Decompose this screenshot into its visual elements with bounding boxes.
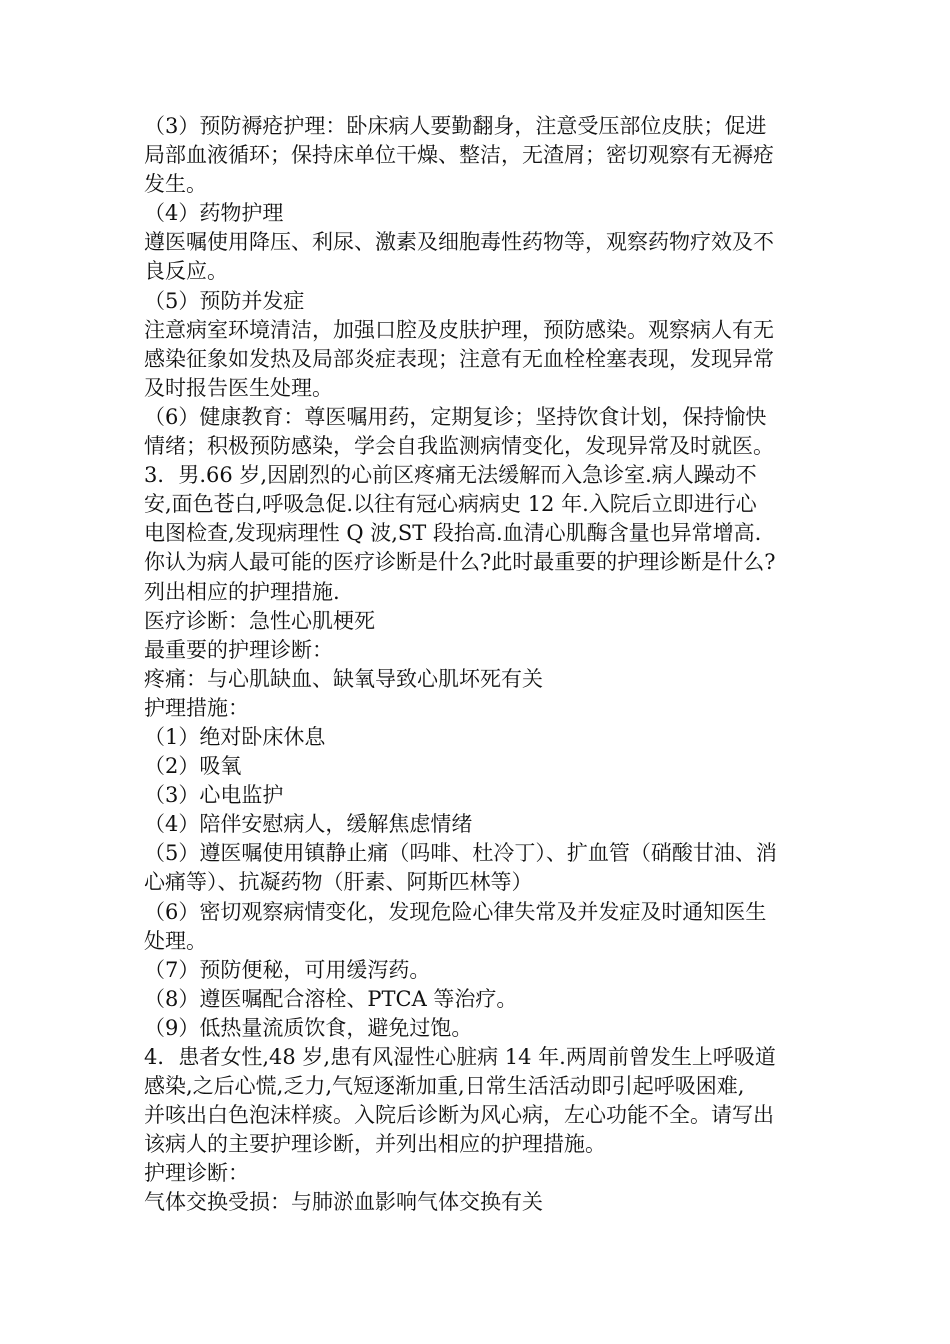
text-line: （1）绝对卧床休息 (144, 724, 326, 749)
text-line: 感染,之后心慌,乏力,气短逐渐加重,日常生活活动即引起呼吸困难, (144, 1074, 745, 1099)
text-line: 及时报告医生处理。 (144, 375, 333, 400)
text-line: 你认为病人最可能的医疗诊断是什么?此时最重要的护理诊断是什么? (144, 550, 776, 575)
text-line: 局部血液循环；保持床单位干燥、整洁，无渣屑；密切观察有无褥疮 (144, 143, 774, 168)
text-line: 良反应。 (144, 259, 228, 284)
text-line: 安,面色苍白,呼吸急促.以往有冠心病病史 12 年.入院后立即进行心 (144, 492, 757, 517)
text-line: 最重要的护理诊断： (144, 637, 333, 662)
text-line: 3．男.66 岁,因剧烈的心前区疼痛无法缓解而入急诊室.病人躁动不 (144, 463, 757, 488)
text-line: 发生。 (144, 172, 207, 197)
text-line: 电图检查,发现病理性 Q 波,ST 段抬高.血清心肌酶含量也异常增高. (144, 521, 762, 546)
text-line: （4）陪伴安慰病人，缓解焦虑情绪 (144, 812, 473, 837)
text-line: （9）低热量流质饮食，避免过饱。 (144, 1015, 473, 1040)
text-line: 并咳出白色泡沫样痰。入院后诊断为风心病，左心功能不全。请写出 (144, 1103, 774, 1128)
text-line: 疼痛：与心肌缺血、缺氧导致心肌坏死有关 (144, 666, 543, 691)
text-line: 护理诊断： (144, 1161, 249, 1186)
text-line: （2）吸氧 (144, 754, 242, 779)
text-line: 遵医嘱使用降压、利尿、激素及细胞毒性药物等，观察药物疗效及不 (144, 230, 774, 255)
text-line: 感染征象如发热及局部炎症表现；注意有无血栓栓塞表现，发现异常 (144, 346, 774, 371)
text-line: （7）预防便秘，可用缓泻药。 (144, 957, 431, 982)
text-line: （6）密切观察病情变化，发现危险心律失常及并发症及时通知医生 (144, 899, 767, 924)
text-line: 该病人的主要护理诊断，并列出相应的护理措施。 (144, 1132, 606, 1157)
text-line: （5）预防并发症 (144, 288, 305, 313)
document-text (144, 112, 824, 1218)
text-line: 4．患者女性,48 岁,患有风湿性心脏病 14 年.两周前曾发生上呼吸道 (144, 1045, 776, 1069)
text-line: 情绪；积极预防感染，学会自我监测病情变化，发现异常及时就医。 (144, 434, 774, 459)
text-line: 列出相应的护理措施. (144, 579, 340, 604)
text-line: （4）药物护理 (144, 201, 284, 226)
text-line: （3）预防褥疮护理：卧床病人要勤翻身，注意受压部位皮肤；促进 (144, 114, 767, 138)
text-line: （8）遵医嘱配合溶栓、PTCA 等治疗。 (144, 986, 518, 1011)
text-line: 医疗诊断：急性心肌梗死 (144, 608, 375, 633)
text-line: 处理。 (144, 928, 207, 953)
text-line: 气体交换受损：与肺淤血影响气体交换有关 (144, 1190, 543, 1215)
text-line: 注意病室环境清洁，加强口腔及皮肤护理，预防感染。观察病人有无 (144, 317, 774, 342)
text-line: 心痛等）、抗凝药物（肝素、阿斯匹林等） (144, 870, 533, 895)
text-line: （3）心电监护 (144, 783, 284, 808)
text-line: （6）健康教育：尊医嘱用药，定期复诊；坚持饮食计划，保持愉快 (144, 404, 767, 429)
text-line: 护理措施： (144, 695, 249, 720)
text-line: （5）遵医嘱使用镇静止痛（吗啡、杜冷丁）、扩血管（硝酸甘油、消 (144, 841, 777, 866)
